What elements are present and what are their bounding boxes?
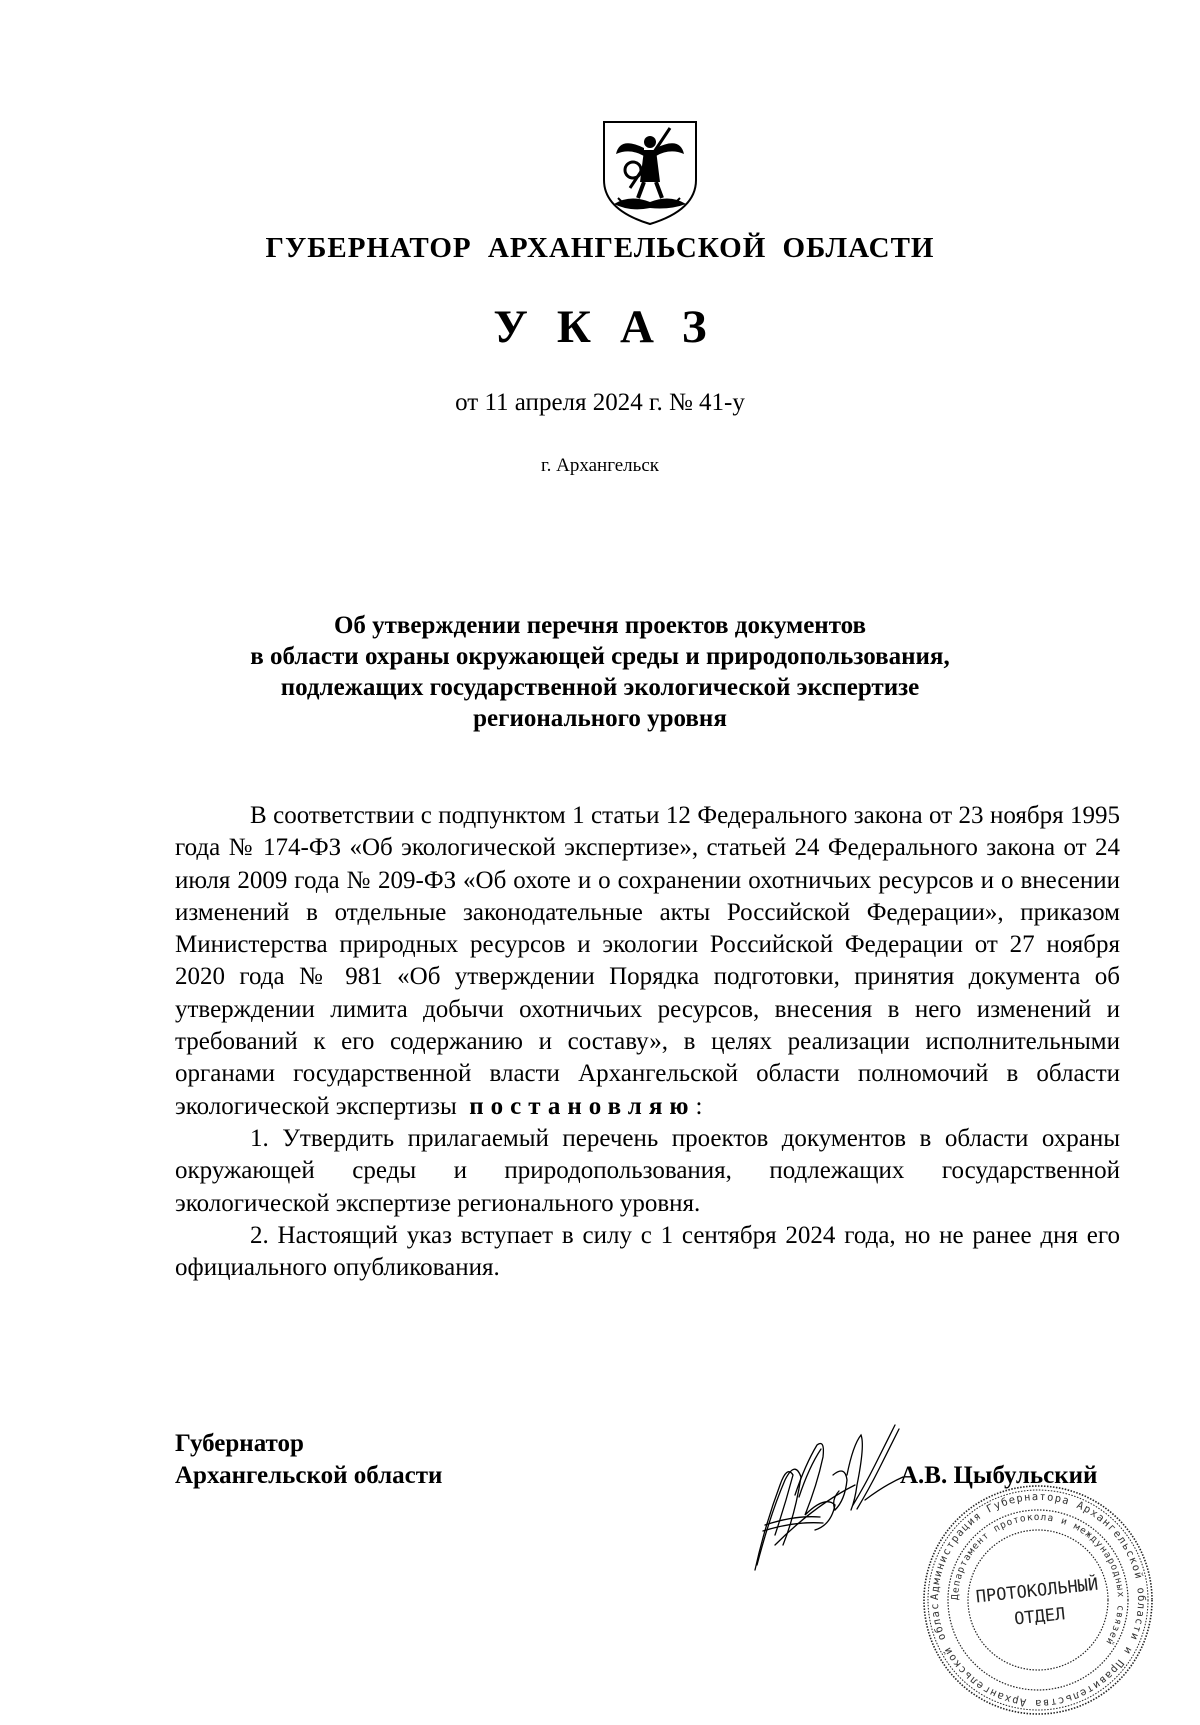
document-type: УКАЗ <box>493 301 736 353</box>
item-2-paragraph: 2. Настоящий указ вступает в силу с 1 сентября 2024 года, но не ранее дня его официального опубликования. <box>175 1221 1120 1282</box>
preamble-text: В соответствии с подпунктом 1 статьи 12 Федерального закона от 23 ноября 1995 года № 174-ФЗ «Об экологической экспертизе», статьей 24 Федерального закона от 24 июля 2009 года № 209-ФЗ «Об охоте и о сохранении охотничьих ресурсов и о внесении изменений в отдельные законодательные акты Российской Федерации», приказом Министерства природных ресурсов и экологии Российской Федерации от 27 ноября 2020 года № 981 «Об утверждении Порядка подготовки, принятия документа об утверждении лимита добычи охотничьих ресурсов, внесения в него изменений и требований к его содержанию и составу», в целях реализации исполнительными органами государственной власти Архангельской области полномочий в области экологической экспертизы <box>175 802 1120 1120</box>
signer-position <box>175 1428 442 1492</box>
stamp-center-line: ПРОТОКОЛЬНЫЙ <box>974 1574 1100 1608</box>
title-line: регионального уровня <box>473 705 727 732</box>
signer-name: А.В. Цыбульский <box>900 1462 1098 1489</box>
decree-colon: : <box>695 1092 703 1120</box>
document-date-number: от 11 апреля 2024 г. № 41-у <box>455 389 745 416</box>
stamp-outer-text: Администрация Губернатора Архангельской области и Правительства Архангельской облас <box>928 1490 1148 1710</box>
signer-position-line: Архангельской области <box>175 1462 443 1489</box>
item-1-paragraph: 1. Утвердить прилагаемый перечень проектов документов в области охраны окружающей среды и природопользования, подлежащих государственной экологической экспертизе регионального уровня. <box>175 1124 1120 1217</box>
stamp-center-line: ОТДЕЛ <box>1013 1604 1067 1630</box>
authority-heading: ГУБЕРНАТОР АРХАНГЕЛЬСКОЙ ОБЛАСТИ <box>265 232 935 264</box>
stamp-inner-text: Департамент протокола и международных связей <box>949 1511 1127 1648</box>
document-city: г. Архангельск <box>540 455 659 476</box>
official-stamp <box>918 1480 1158 1720</box>
title-line: Об утверждении перечня проектов документов <box>333 612 867 639</box>
title-line: подлежащих государственной экологической экспертизе <box>280 674 920 701</box>
title-line: в области охраны окружающей среды и природопользования, <box>250 643 950 670</box>
document-body <box>175 800 1120 1284</box>
document-title <box>150 610 1050 734</box>
coat-of-arms-icon <box>600 118 700 226</box>
signer-position-line: Губернатор <box>175 1430 304 1457</box>
handwritten-signature <box>735 1405 910 1580</box>
decree-word: постановляю <box>469 1092 696 1120</box>
preamble-paragraph <box>175 800 1120 1123</box>
